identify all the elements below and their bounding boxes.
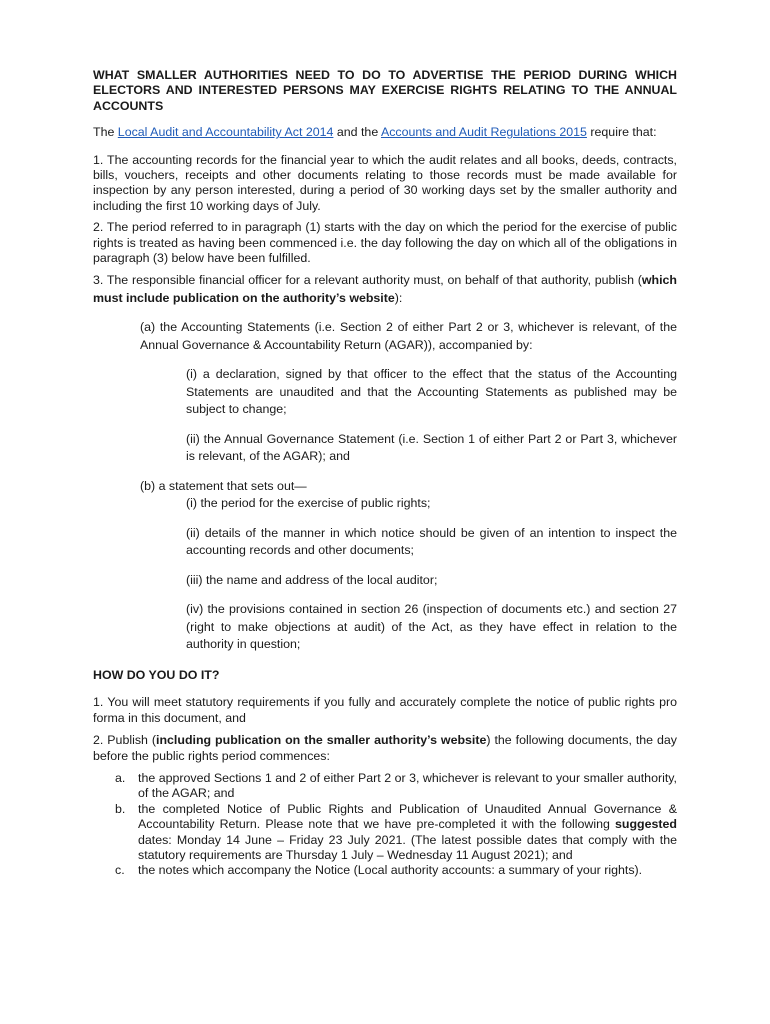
link-local-audit-act[interactable]: Local Audit and Accountability Act 2014 bbox=[117, 125, 334, 140]
paragraph-3 bbox=[93, 272, 677, 307]
how-paragraph-1: 1. You will meet statutory requirements if you fully and accurately complete the notice of public rights pro forma in this document, and bbox=[93, 695, 677, 725]
item-b-ii: (ii) details of the manner in which notice should be given of an intention to inspect the accounting records and other documents; bbox=[186, 525, 677, 558]
link-accounts-audit-regulations[interactable]: Accounts and Audit Regulations 2015 bbox=[380, 125, 587, 140]
intro-paragraph bbox=[93, 125, 677, 140]
document-title: WHAT SMALLER AUTHORITIES NEED TO DO TO ADVERTISE THE PERIOD DURING WHICH ELECTORS AND INTERESTED PERSONS MAY EXERCISE RIGHTS RELATING TO THE ANNUAL ACCOUNTS bbox=[93, 68, 677, 113]
paragraph-3-text: 3. The responsible financial officer for a relevant authority must, on behalf of that authority, publish ( bbox=[93, 273, 642, 288]
list-item bbox=[93, 863, 677, 878]
item-a: (a) the Accounting Statements (i.e. Section 2 of either Part 2 or 3, whichever is relevant, of the Annual Governance & Accountability Return (AGAR)), accompanied by: bbox=[140, 320, 677, 352]
how2-suffix: ) the following documents, the day before the public rights period commences: bbox=[93, 733, 678, 763]
list-item bbox=[93, 802, 677, 864]
list-marker: a. bbox=[115, 771, 126, 785]
item-b-iii: (iii) the name and address of the local auditor; bbox=[186, 572, 438, 587]
document-page bbox=[93, 68, 677, 879]
list-marker: b. bbox=[115, 801, 126, 816]
list-item-bold: suggested bbox=[615, 817, 677, 832]
how-paragraph-2 bbox=[93, 733, 677, 764]
list-item-text-end: dates: Monday 14 June – Friday 23 July 2021. (The latest possible dates that comply with the statutory requirements are Thursday 1 July – Wednesday 11 August 2021); and bbox=[138, 832, 677, 863]
how2-prefix: 2. Publish ( bbox=[93, 733, 157, 748]
how2-bold: including publication on the smaller authority’s website bbox=[156, 733, 487, 748]
list-item bbox=[93, 771, 677, 802]
list-item-text: the notes which accompany the Notice (Local authority accounts: a summary of your rights). bbox=[138, 863, 643, 878]
paragraph-1: 1. The accounting records for the financial year to which the audit relates and all books, deeds, contracts, bills, vouchers, receipts and other documents relating to those records must be made available for inspection by any person interested, during a period of 30 working days set by the smaller authority and including the first 10 working days of July. bbox=[93, 152, 677, 213]
item-b: (b) a statement that sets out— bbox=[140, 478, 307, 493]
paragraph-3-end: ): bbox=[394, 290, 403, 305]
section-heading-how: HOW DO YOU DO IT? bbox=[93, 667, 220, 682]
paragraph-3-bold: which must include publication on the authority’s website bbox=[93, 273, 677, 305]
list-item-text: the approved Sections 1 and 2 of either Part 2 or 3, whichever is relevant to your smaller authority, of the AGAR; and bbox=[138, 771, 677, 801]
intro-prefix: The bbox=[93, 125, 118, 140]
item-b-iv: (iv) the provisions contained in section 26 (inspection of documents etc.) and section 27 (right to make objections at audit) of the Act, as they have effect in relation to the authority in question; bbox=[186, 602, 677, 652]
item-b-i: (i) the period for the exercise of public rights; bbox=[186, 496, 431, 511]
list-item-text: the completed Notice of Public Rights and Publication of Unaudited Annual Governance & Accountability Return. Please note that we have pre-completed it with the following bbox=[138, 801, 677, 832]
intro-middle: and the bbox=[333, 125, 381, 140]
paragraph-2: 2. The period referred to in paragraph (1) starts with the day on which the period for the exercise of public rights is treated as having been commenced i.e. the day following the day on which all of the obligations in paragraph (3) below have been fulfilled. bbox=[93, 220, 677, 266]
list-marker: c. bbox=[115, 863, 125, 878]
intro-suffix: require that: bbox=[586, 125, 657, 140]
item-a-i: (i) a declaration, signed by that officer to the effect that the status of the Accounting Statements are unaudited and that the Accounting Statements as published may be subject to change; bbox=[186, 367, 677, 417]
item-a-ii: (ii) the Annual Governance Statement (i.e. Section 1 of either Part 2 or Part 3, whichever is relevant, of the AGAR); and bbox=[186, 431, 677, 464]
documents-list bbox=[93, 771, 677, 879]
